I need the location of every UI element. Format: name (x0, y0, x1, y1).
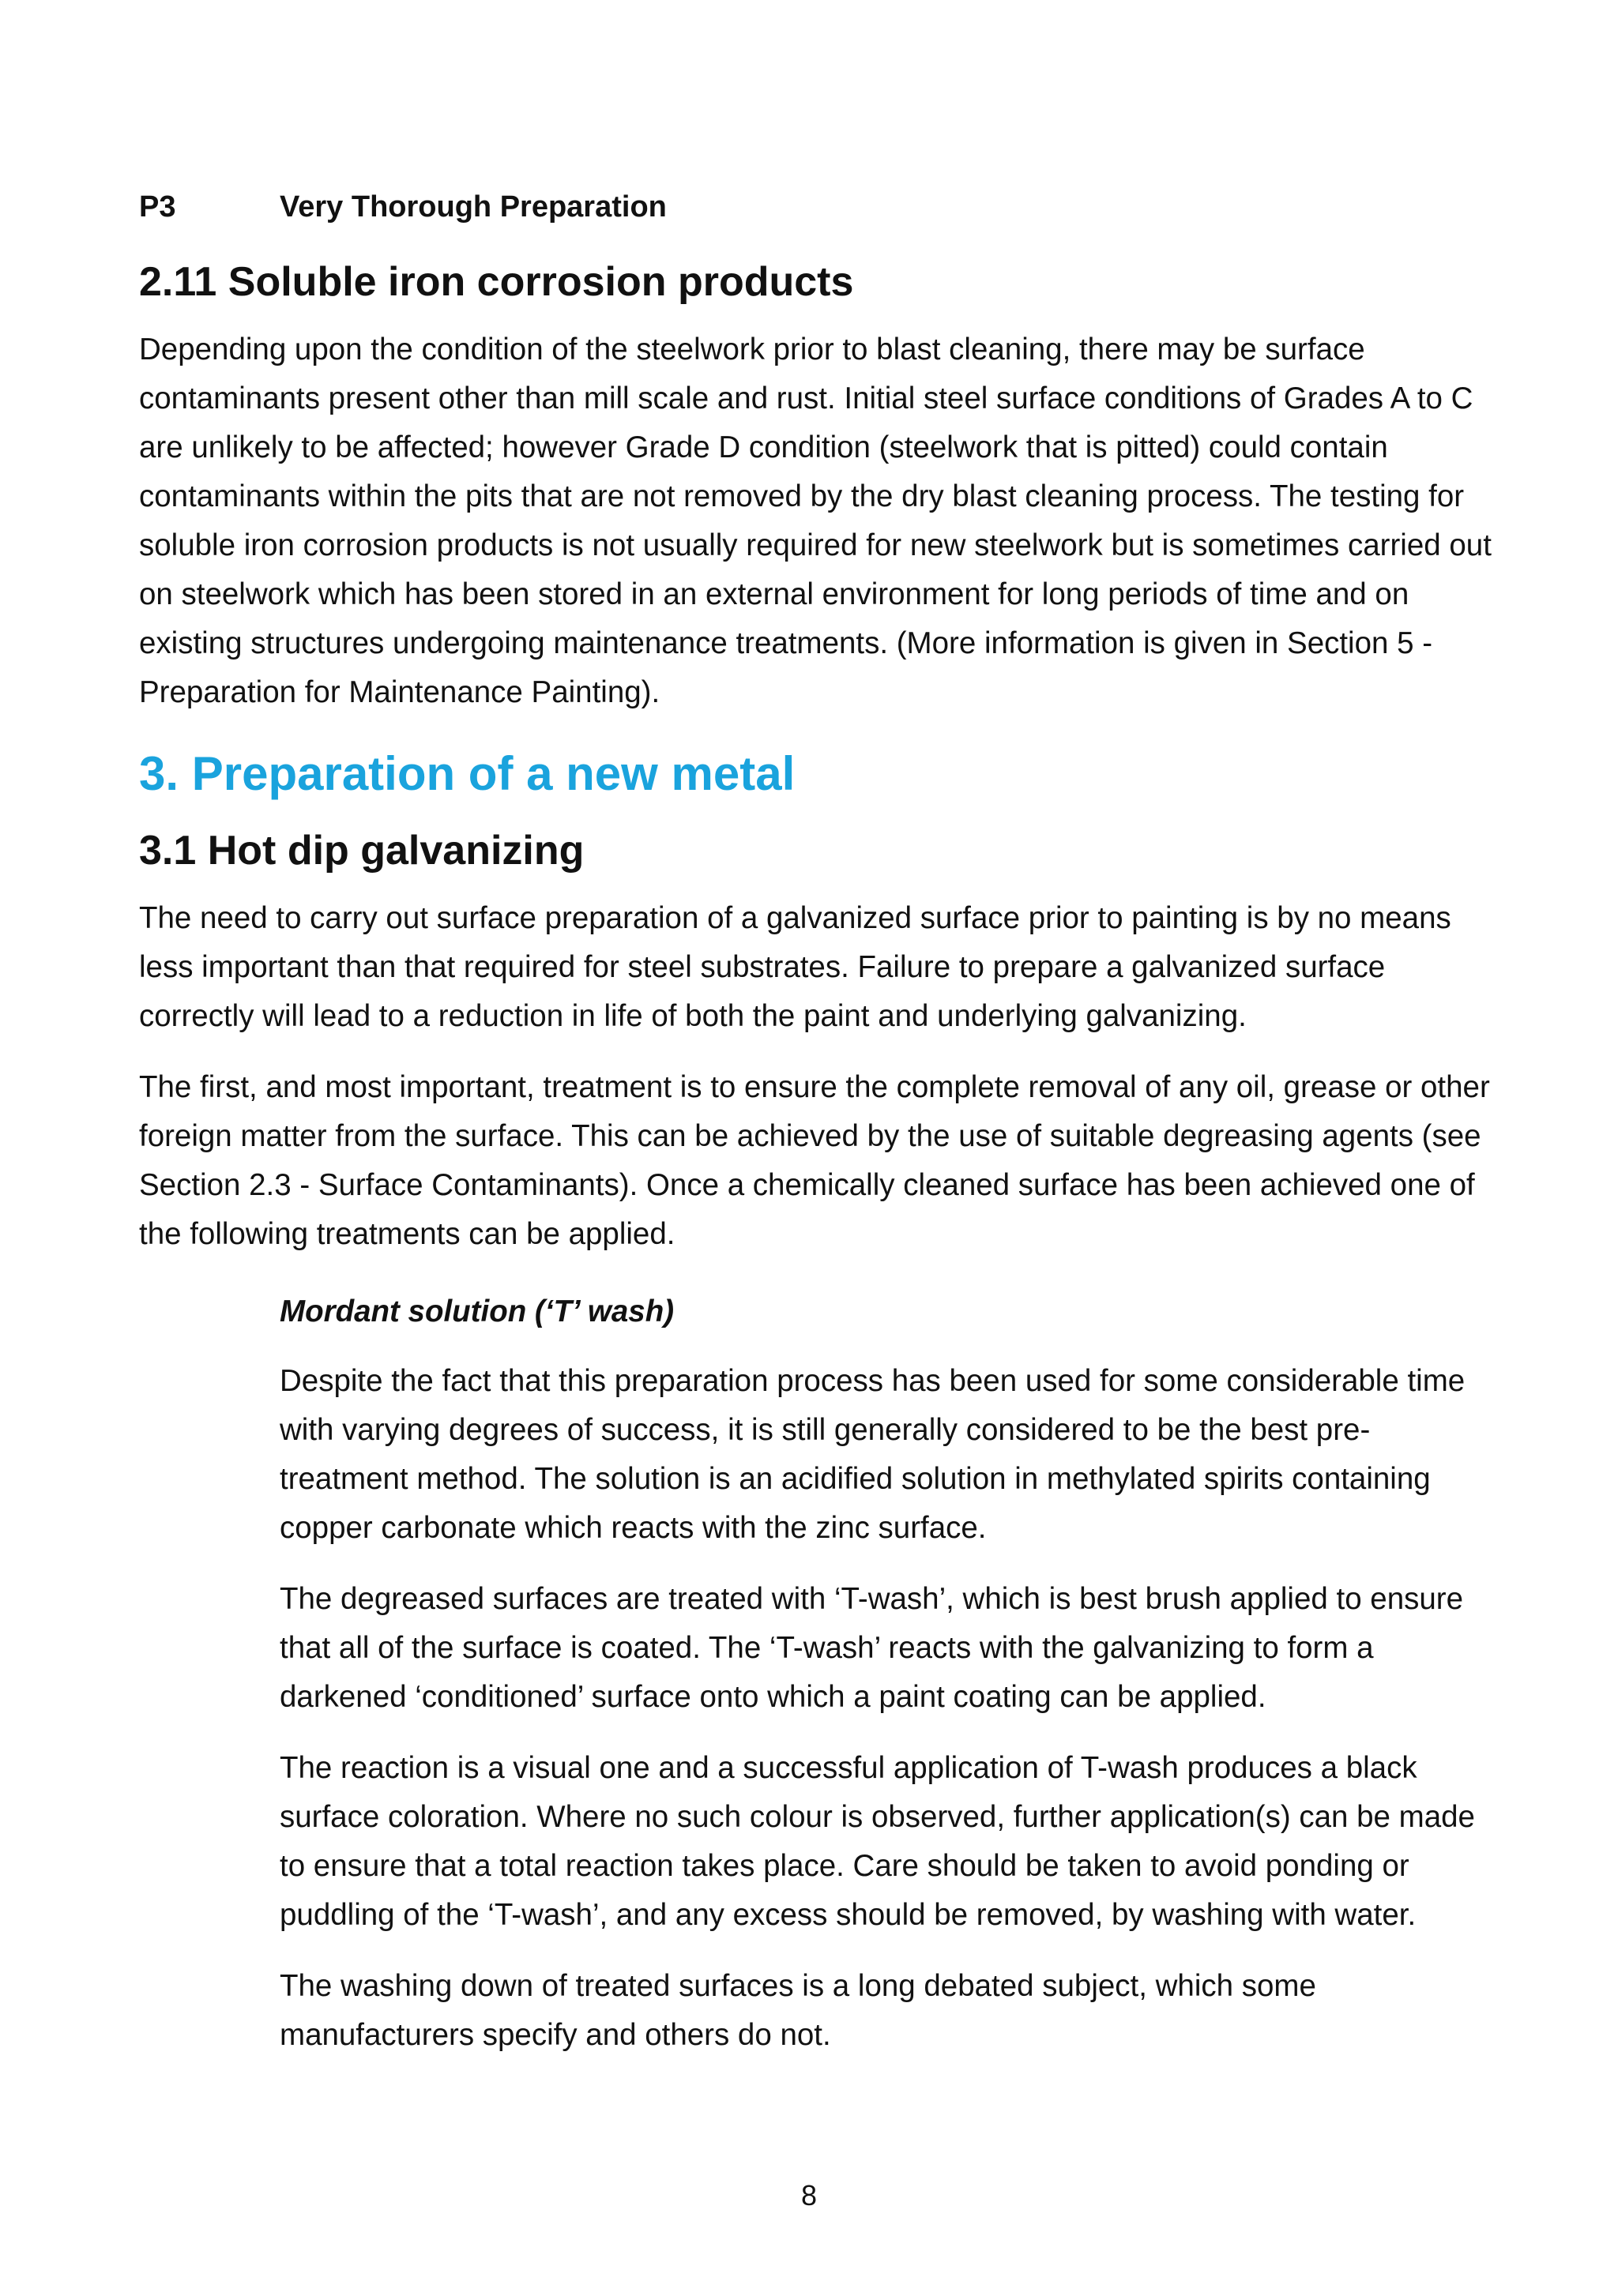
preparation-grade-label (139, 186, 1498, 227)
section-3-1-heading: 3.1 Hot dip galvanizing (139, 828, 585, 874)
section-3-1-paragraph: The first, and most important, treatment is to ensure the complete removal of any oil, grease or other foreign matter from the surface. This can be achieved by the use of suitable degreasing agents (see Section 2.3 - Surface Contaminants). Once a chemically cleaned surface has been achieved one of the following treatments can be applied. (139, 1070, 1490, 1251)
section-3-1-paragraph: The need to carry out surface preparation of a galvanized surface prior to painting is by no means less important than that required for steel substrates. Failure to prepare a galvanized surface correctly will lead to a reduction in life of both the paint and underlying galvanizing. (139, 901, 1451, 1033)
grade-code: P3 (139, 190, 176, 224)
mordant-paragraph: The degreased surfaces are treated with ‘T-wash’, which is best brush applied to ensure that all of the surface is coated. The ‘T-wash’ reacts with the galvanizing to form a darkened ‘conditioned’ surface onto which a paint coating can be applied. (280, 1582, 1464, 1714)
mordant-paragraph: Despite the fact that this preparation process has been used for some considerable time with varying degrees of success, it is still generally considered to be the best pre-treatment method. The solution is an acidified solution in methylated spirits containing copper carbonate which reacts with the zinc surface. (280, 1364, 1466, 1545)
section-2-11-heading: 2.11 Soluble iron corrosion products (139, 259, 854, 305)
page-content (139, 186, 1498, 2082)
mordant-paragraph: The reaction is a visual one and a successful application of T-wash produces a black surface coloration. Where no such colour is observed, further application(s) can be made to ensure that a total reaction takes place. Care should be taken to avoid ponding or puddling of the ‘T-wash’, and any excess should be removed, by washing with water. (280, 1751, 1475, 1932)
grade-title: Very Thorough Preparation (280, 190, 667, 224)
mordant-solution-block (280, 1287, 1498, 2060)
section-2-11-paragraph: Depending upon the condition of the steelwork prior to blast cleaning, there may be surface contaminants present other than mill scale and rust. Initial steel surface conditions of Grades A to C are unlikely to be affected; however Grade D condition (steelwork that is pitted) could contain contaminants within the pits that are not removed by the dry blast cleaning process. The testing for soluble iron corrosion products is not usually required for new steelwork but is sometimes carried out on steelwork which has been stored in an external environment for long periods of time and on existing structures undergoing maintenance treatments. (More information is given in Section 5 - Preparation for Maintenance Painting). (139, 333, 1492, 709)
mordant-solution-heading: Mordant solution (‘T’ wash) (280, 1295, 675, 1328)
chapter-3-heading: 3. Preparation of a new metal (139, 747, 796, 800)
page-number: 8 (800, 2179, 818, 2211)
mordant-paragraph: The washing down of treated surfaces is a long debated subject, which some manufacturers specify and others do not. (280, 1969, 1316, 2052)
